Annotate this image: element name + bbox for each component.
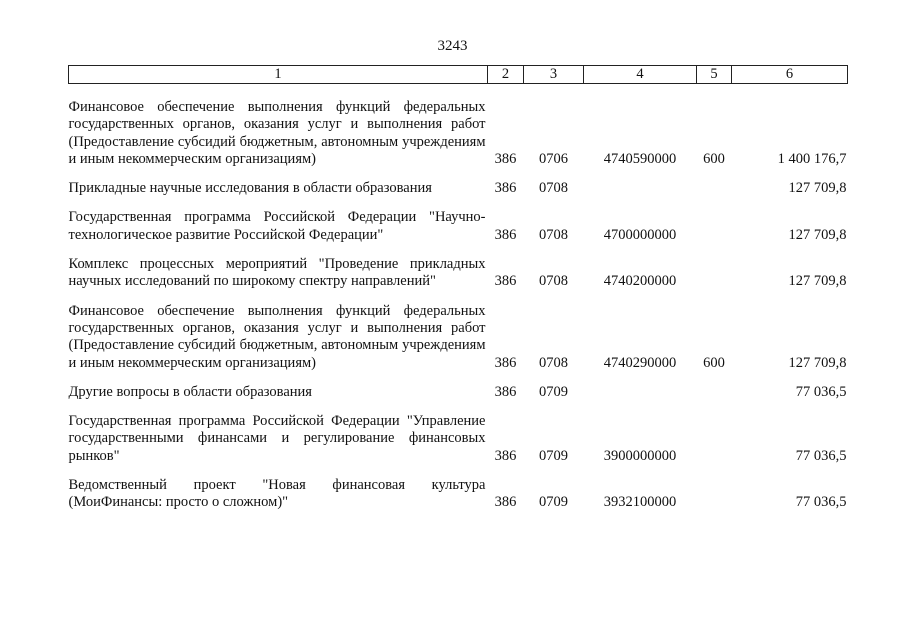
- row-csr: [584, 180, 697, 197]
- row-csr: 3900000000: [603, 447, 677, 464]
- row-vr: 600: [703, 354, 725, 371]
- row-vr: [697, 384, 732, 401]
- row-csr: 3932100000: [603, 494, 677, 511]
- table-row: [69, 209, 848, 244]
- row-name: Комплекс процессных мероприятий "Проведение прикладных научных исследований по широкому спектру направлений": [68, 256, 486, 290]
- row-csr: 4740290000: [603, 354, 677, 371]
- row-vr: [697, 180, 732, 197]
- header-col-6: 6: [732, 66, 848, 84]
- row-section: 0706: [539, 150, 568, 167]
- row-section: 0708: [539, 226, 568, 243]
- row-csr: [584, 384, 697, 401]
- header-col-5: 5: [697, 66, 732, 84]
- row-name: Прикладные научные исследования в области образования: [68, 180, 432, 197]
- row-vr: [697, 477, 732, 512]
- row-amount: 77 036,5: [795, 383, 847, 400]
- row-name: Государственная программа Российской Федерации "Управление государственными финансами и регулирование финансовых рынков": [68, 413, 486, 464]
- row-section: 0709: [539, 494, 568, 511]
- row-name: Финансовое обеспечение выполнения функций федеральных государственных органов, оказания услуг и выполнения работ (Предоставление субсидий бюджетным, автономным учреждениям и иным некоммерческим организациям): [68, 99, 486, 167]
- row-amount: 127 709,8: [788, 354, 847, 371]
- row-section: 0708: [539, 180, 568, 197]
- row-grbs: 386: [494, 150, 517, 167]
- row-amount: 127 709,8: [788, 273, 847, 290]
- header-col-1: 1: [69, 66, 488, 84]
- row-grbs: 386: [494, 273, 517, 290]
- table-row: [69, 413, 848, 465]
- header-col-4: 4: [584, 66, 697, 84]
- row-amount: 127 709,8: [788, 180, 847, 197]
- table-header: [69, 66, 848, 84]
- row-grbs: 386: [494, 494, 517, 511]
- row-name: Финансовое обеспечение выполнения функций федеральных государственных органов, оказания услуг и выполнения работ (Предоставление субсидий бюджетным, автономным учреждениям и иным некоммерческим организациям): [68, 302, 486, 371]
- row-vr: [697, 209, 732, 244]
- row-vr: [697, 256, 732, 291]
- page-number: 3243: [437, 38, 468, 54]
- row-csr: 4740590000: [603, 150, 677, 167]
- row-amount: 1 400 176,7: [777, 150, 847, 167]
- row-csr: 4700000000: [603, 226, 677, 243]
- row-section: 0709: [539, 383, 568, 400]
- row-amount: 77 036,5: [795, 494, 847, 511]
- table-row: [69, 180, 848, 197]
- row-grbs: 386: [494, 447, 517, 464]
- row-grbs: 386: [494, 226, 517, 243]
- row-name: Государственная программа Российской Федерации "Научно-технологическое развитие Российской Федерации": [68, 209, 486, 243]
- table-row: [69, 303, 848, 372]
- budget-table: [68, 65, 848, 512]
- table-row: [69, 99, 848, 168]
- row-section: 0708: [539, 354, 568, 371]
- row-name: Ведомственный проект "Новая финансовая культура (МоиФинансы: просто о сложном)": [68, 477, 486, 511]
- table-row: [69, 384, 848, 401]
- row-section: 0708: [539, 273, 568, 290]
- table-row: [69, 477, 848, 512]
- row-csr: 4740200000: [603, 273, 677, 290]
- row-amount: 127 709,8: [788, 226, 847, 243]
- header-col-2: 2: [488, 66, 524, 84]
- row-grbs: 386: [494, 354, 517, 371]
- row-vr: [697, 413, 732, 465]
- row-section: 0709: [539, 447, 568, 464]
- row-amount: 77 036,5: [795, 447, 847, 464]
- row-vr: 600: [703, 150, 725, 167]
- row-name: Другие вопросы в области образования: [68, 383, 312, 400]
- table-row: [69, 256, 848, 291]
- header-col-3: 3: [524, 66, 584, 84]
- row-grbs: 386: [494, 383, 517, 400]
- row-grbs: 386: [494, 180, 517, 197]
